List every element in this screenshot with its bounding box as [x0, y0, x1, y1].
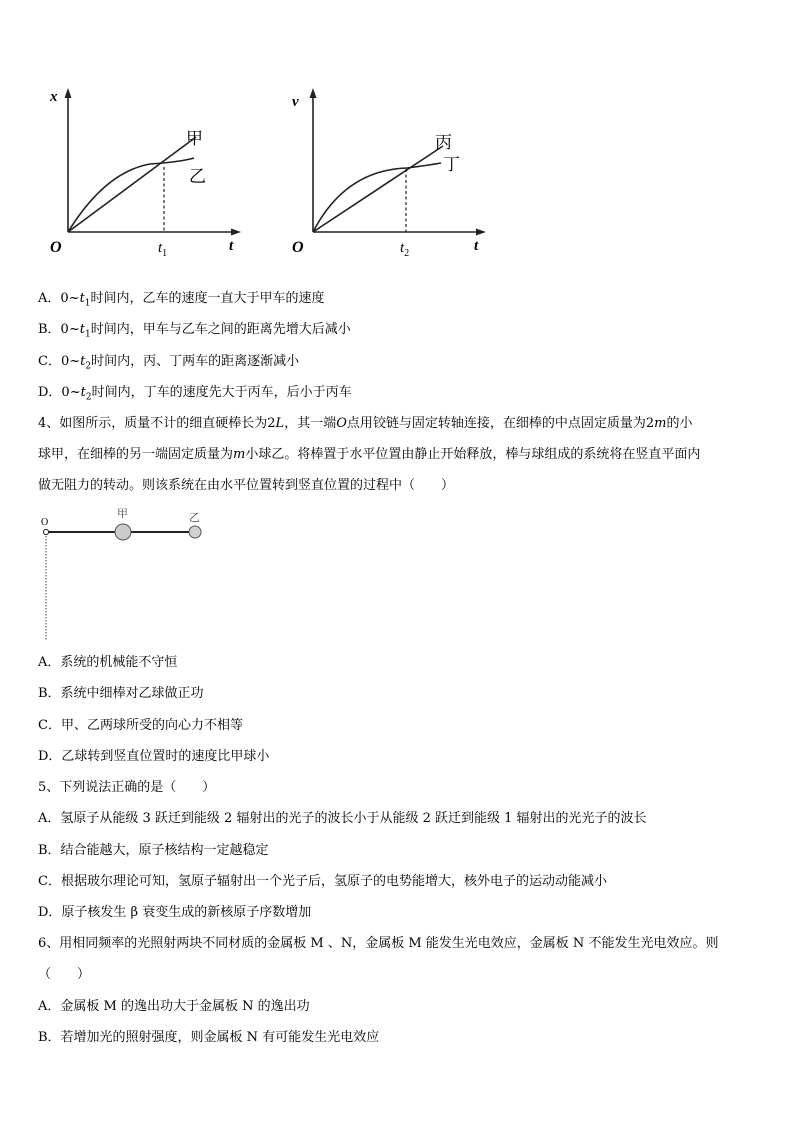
q5-option-d: D．原子核发生 β 衰变生成的新核原子序数增加 [38, 905, 312, 920]
q4-stem-line3: 做无阻力的转动。则该系统在由水平位置转到竖直位置的过程中（ ） [38, 478, 455, 493]
curve-label-bing: 丙 [435, 133, 452, 152]
tick-label-t2: $t_2$ [400, 240, 410, 259]
pivot-label: O [41, 517, 49, 528]
curve-label-yi: 乙 [189, 167, 206, 186]
q3-option-c: C．$0\sim t_2$时间内，丙、丁两车的距离逐渐减小 [38, 354, 300, 372]
y-axis-label: v [292, 94, 299, 110]
curve-yi [68, 158, 194, 232]
curve-bing [313, 146, 443, 232]
v-t-graph [285, 82, 505, 267]
q4-option-d: D．乙球转到竖直位置时的速度比甲球小 [38, 749, 270, 764]
q4-option-a: A．系统的机械能不守恒 [38, 655, 178, 670]
pivot-hinge [43, 529, 48, 534]
q4-option-b: B．系统中细棒对乙球做正功 [38, 686, 204, 701]
x-axis-arrow [231, 229, 241, 236]
y-axis-arrow [310, 88, 317, 98]
x-axis-arrow [476, 229, 486, 236]
ball-jia [115, 524, 131, 540]
curve-label-ding: 丁 [443, 155, 460, 174]
x-t-graph [40, 82, 260, 267]
curve-jia [68, 137, 196, 232]
rod-figure [35, 505, 215, 645]
q6-stem-line2: （ ） [38, 967, 91, 982]
curve-label-jia: 甲 [186, 129, 203, 148]
ball-jia-label: 甲 [117, 508, 128, 520]
q4-stem-line2: 球甲，在细棒的另一端固定质量为m小球乙。将棒置于水平位置由静止开始释放，棒与球组成的系统将在竖直平面内 [38, 447, 701, 462]
q5-option-b: B．结合能越大，原子核结构一定越稳定 [38, 843, 269, 858]
ball-yi [189, 526, 201, 538]
q6-option-a: A．金属板 M 的逸出功大于金属板 N 的逸出功 [38, 999, 310, 1014]
q4-stem-line1: 4、如图所示，质量不计的细直硬棒长为2L，其一端O点用铰链与固定转轴连接，在细棒的中点固定质量为2m的小 [38, 416, 693, 431]
origin-label: O [50, 239, 62, 256]
x-axis-label: t [229, 238, 234, 254]
tick-label-t1: $t_1$ [158, 240, 168, 259]
q6-stem-line1: 6、用相同频率的光照射两块不同材质的金属板 M 、N，金属板 M 能发生光电效应，金属板 N 不能发生光电效应。则 [38, 936, 719, 951]
q5-option-c: C．根据玻尔理论可知，氢原子辐射出一个光子后，氢原子的电势能增大，核外电子的运动动能减小 [38, 874, 607, 889]
q3-option-d: D．$0\sim t_2$时间内，丁车的速度先大于丙车，后小于丙车 [38, 385, 352, 403]
q5-stem: 5、下列说法正确的是（ ） [38, 780, 216, 795]
origin-label: O [292, 239, 304, 256]
q6-option-b: B．若增加光的照射强度，则金属板 N 有可能发生光电效应 [38, 1030, 380, 1045]
ball-yi-label: 乙 [189, 512, 200, 524]
y-axis-arrow [65, 88, 72, 98]
x-axis-label: t [474, 238, 479, 254]
q4-option-c: C．甲、乙两球所受的向心力不相等 [38, 718, 243, 733]
q5-option-a: A．氢原子从能级 3 跃迁到能级 2 辐射出的光子的波长小于从能级 2 跃迁到能级 1 辐射出的光光子的波长 [38, 811, 647, 826]
q3-option-b: B．$0\sim t_1$时间内，甲车与乙车之间的距离先增大后减小 [38, 322, 351, 340]
q3-option-a: A．$0\sim t_1$时间内，乙车的速度一直大于甲车的速度 [38, 291, 325, 309]
curve-ding [313, 163, 441, 232]
y-axis-label: x [50, 89, 58, 105]
